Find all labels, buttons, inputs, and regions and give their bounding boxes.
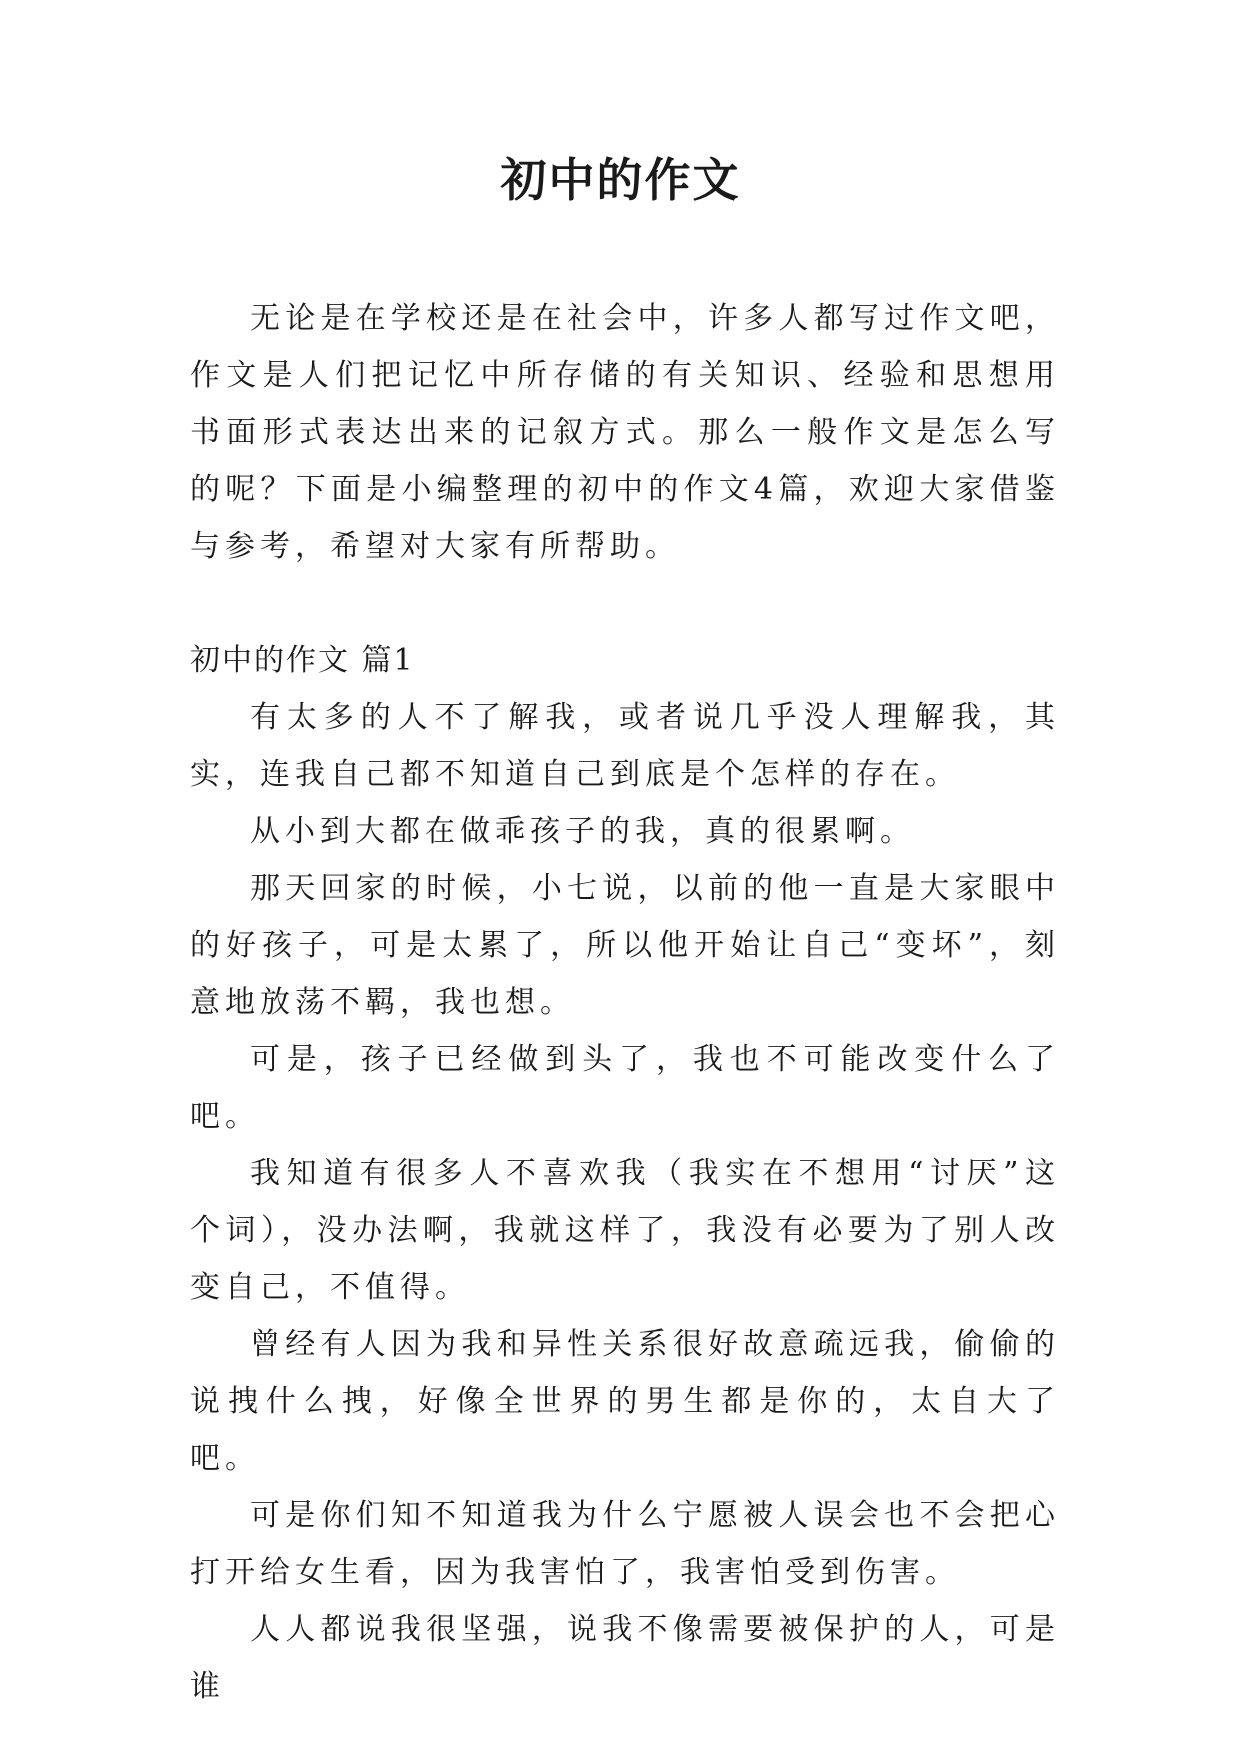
body-paragraph: 可是，孩子已经做到头了，我也不可能改变什么了吧。 <box>190 1042 1060 1134</box>
body-paragraph: 可是你们知不知道我为什么宁愿被人误会也不会把心打开给女生看，因为我害怕了，我害怕受到伤害。 <box>190 1498 1060 1590</box>
section-heading: 初中的作文 篇1 <box>190 643 415 678</box>
body-paragraph: 那天回家的时候，小七说，以前的他一直是大家眼中的好孩子，可是太累了，所以他开始让自己“变坏”，刻意地放荡不羁，我也想。 <box>190 871 1060 1020</box>
document-body <box>190 290 1060 1715</box>
body-paragraph: 从小到大都在做乖孩子的我，真的很累啊。 <box>250 814 915 849</box>
body-paragraph: 有太多的人不了解我，或者说几乎没人理解我，其实，连我自己都不知道自己到底是个怎样的存在。 <box>190 700 1060 792</box>
intro-paragraph: 无论是在学校还是在社会中，许多人都写过作文吧，作文是人们把记忆中所存储的有关知识、经验和思想用书面形式表达出来的记叙方式。那么一般作文是怎么写的呢？下面是小编整理的初中的作文4篇，欢迎大家借鉴与参考，希望对大家有所帮助。 <box>190 301 1060 564</box>
body-paragraph: 我知道有很多人不喜欢我（我实在不想用“讨厌”这个词），没办法啊，我就这样了，我没有必要为了别人改变自己，不值得。 <box>190 1156 1060 1305</box>
body-paragraph: 人人都说我很坚强，说我不像需要被保护的人，可是谁 <box>190 1612 1060 1704</box>
body-paragraph: 曾经有人因为我和异性关系很好故意疏远我，偷偷的说拽什么拽，好像全世界的男生都是你的，太自大了吧。 <box>190 1327 1060 1476</box>
document-title: 初中的作文 <box>500 153 741 207</box>
